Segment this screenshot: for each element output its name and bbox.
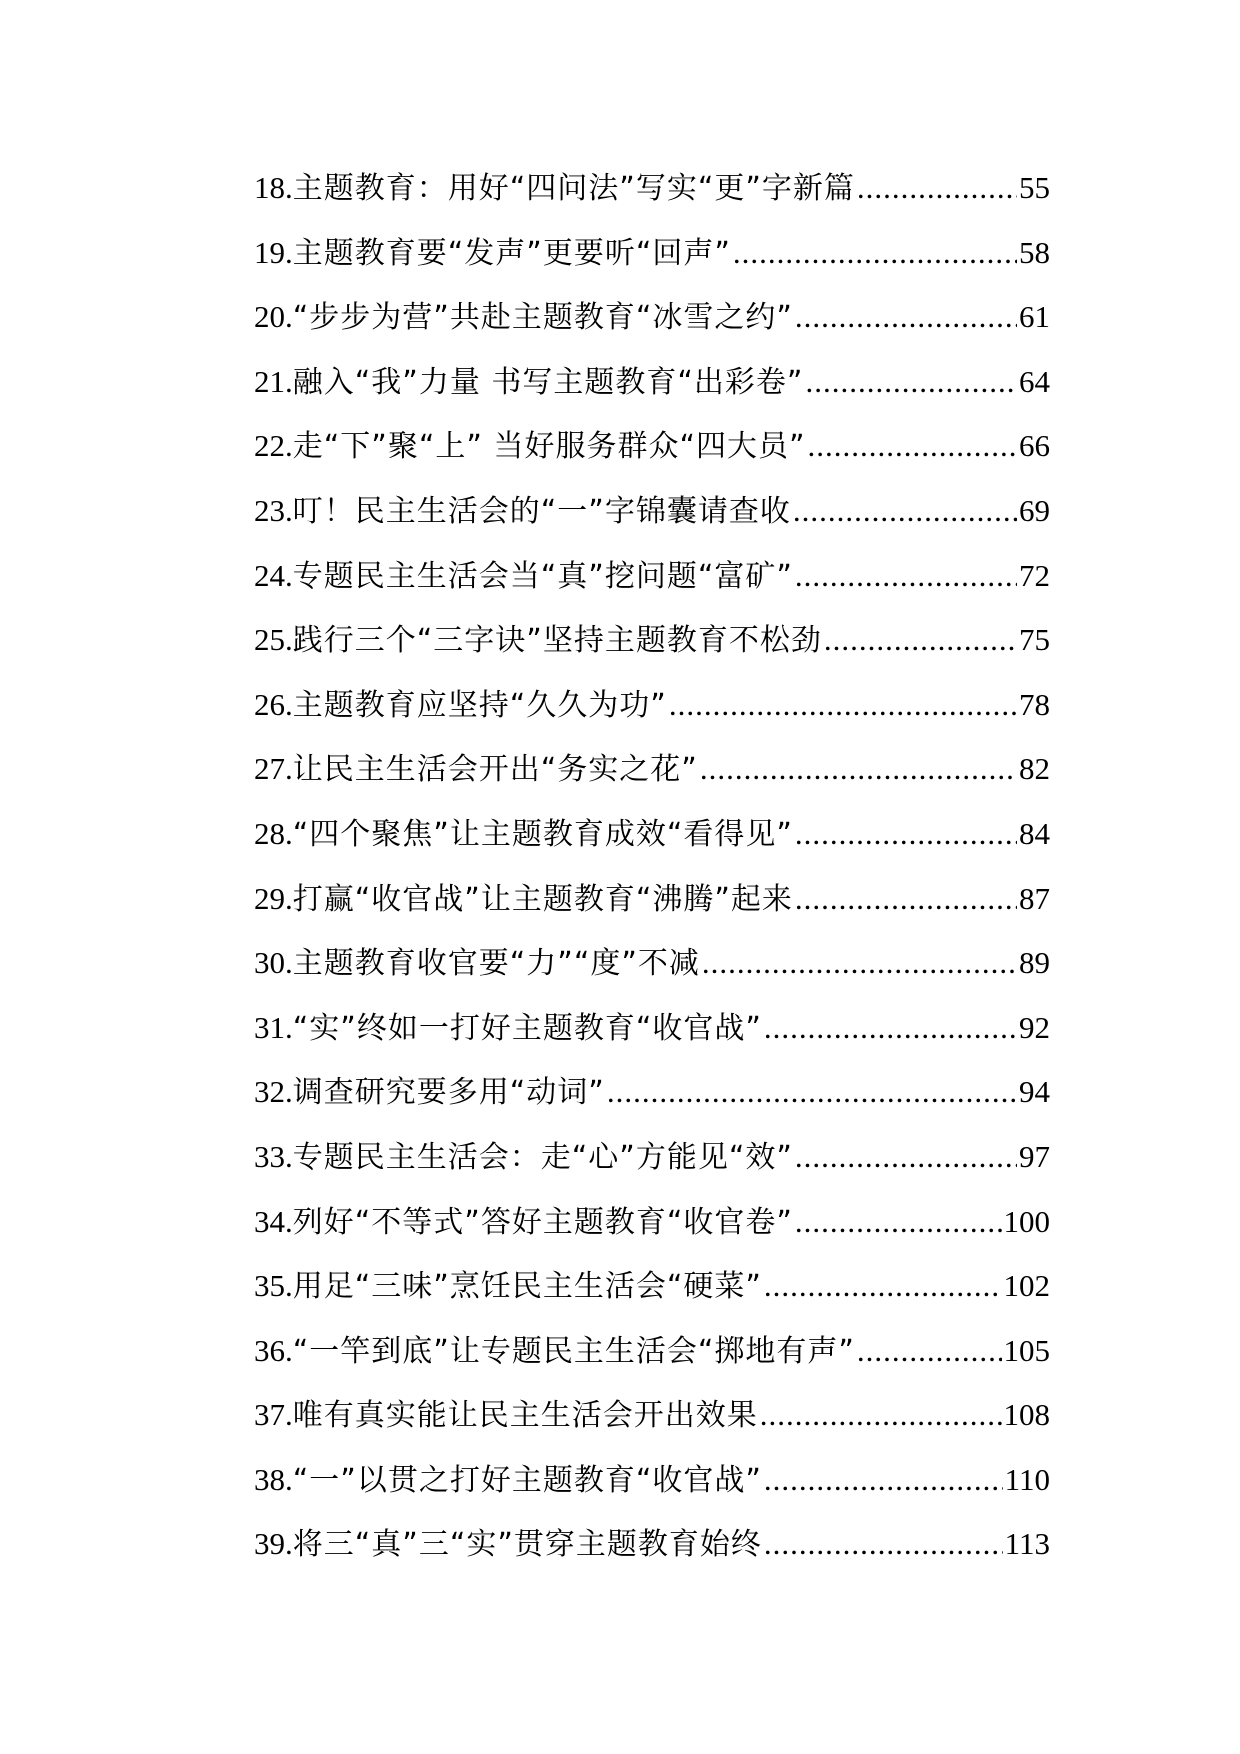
- toc-entry[interactable]: [254, 744, 1050, 809]
- toc-entry-title: 走“下”聚“上” 当好服务群众“四大员”: [292, 429, 806, 465]
- toc-entry[interactable]: [254, 1197, 1050, 1262]
- toc-entry-title: “四个聚焦”让主题教育成效“看得见”: [292, 816, 793, 852]
- toc-entry-title: 主题教育要“发声”更要听“回声”: [292, 235, 731, 271]
- toc-entry[interactable]: [254, 615, 1050, 680]
- toc-entry[interactable]: [254, 228, 1050, 293]
- toc-dot-leader: [795, 558, 1017, 594]
- toc-dot-leader: [805, 364, 1017, 400]
- toc-entry-page: 110: [1004, 1461, 1050, 1497]
- toc-entry-number: 27.: [254, 751, 293, 787]
- toc-entry-number: 18.: [254, 170, 293, 205]
- toc-entry[interactable]: [254, 874, 1050, 939]
- toc-entry-number: 35.: [254, 1268, 293, 1304]
- toc-entry-title: 叮！民主生活会的“一”字锦囊请查收: [292, 493, 791, 529]
- toc-dot-leader: [760, 1397, 1002, 1433]
- toc-entry-title: 专题民主生活会当“真”挖问题“富矿”: [292, 558, 793, 594]
- toc-entry[interactable]: [254, 1132, 1050, 1197]
- toc-entry-number: 34.: [254, 1203, 293, 1239]
- toc-entry[interactable]: [254, 1003, 1050, 1068]
- toc-dot-leader: [795, 299, 1017, 335]
- toc-dot-leader: [764, 1010, 1017, 1046]
- toc-entry[interactable]: [254, 421, 1050, 486]
- toc-entry-title: “一竿到底”让专题民主生活会“掷地有声”: [292, 1333, 855, 1369]
- toc-dot-leader: [793, 493, 1017, 529]
- toc-entry-title: “实”终如一打好主题教育“收官战”: [292, 1010, 762, 1046]
- toc-entry-number: 19.: [254, 234, 293, 270]
- toc-dot-leader: [764, 1268, 1002, 1304]
- toc-entry-number: 33.: [254, 1138, 293, 1174]
- toc-dot-leader: [764, 1462, 1003, 1498]
- toc-entry-number: 39.: [254, 1526, 293, 1562]
- toc-entry-number: 38.: [254, 1461, 293, 1497]
- toc-entry-title: 列好“不等式”答好主题教育“收官卷”: [292, 1204, 793, 1240]
- toc-entry-title: 践行三个“三字诀”坚持主题教育不松劲: [292, 623, 822, 659]
- toc-entry-number: 28.: [254, 815, 293, 851]
- toc-entry-number: 22.: [254, 428, 293, 464]
- toc-entry-title: 将三“真”三“实”贯穿主题教育始终: [292, 1527, 762, 1563]
- toc-entry[interactable]: [254, 809, 1050, 874]
- table-of-contents: [254, 163, 1050, 1584]
- toc-entry-number: 26.: [254, 686, 293, 722]
- toc-entry[interactable]: [254, 292, 1050, 357]
- toc-entry[interactable]: [254, 1390, 1050, 1455]
- toc-entry-page: 94: [1019, 1074, 1050, 1110]
- toc-entry-title: 融入“我”力量 书写主题教育“出彩卷”: [292, 364, 804, 400]
- toc-entry[interactable]: [254, 938, 1050, 1003]
- toc-dot-leader: [857, 1333, 1002, 1369]
- toc-entry-number: 20.: [254, 299, 293, 335]
- toc-dot-leader: [795, 1204, 1002, 1240]
- toc-dot-leader: [795, 816, 1017, 852]
- toc-entry-page: 69: [1019, 492, 1050, 528]
- toc-entry-title: 用足“三味”烹饪民主生活会“硬菜”: [292, 1269, 762, 1305]
- toc-dot-leader: [669, 687, 1017, 723]
- toc-dot-leader: [700, 751, 1017, 787]
- toc-entry-title: 让民主生活会开出“务实之花”: [292, 752, 698, 788]
- toc-entry[interactable]: [254, 1067, 1050, 1132]
- toc-entry-number: 32.: [254, 1074, 293, 1110]
- toc-entry-page: 72: [1019, 557, 1050, 593]
- toc-dot-leader: [764, 1526, 1003, 1562]
- toc-entry[interactable]: [254, 1455, 1050, 1520]
- toc-entry-page: 92: [1019, 1009, 1050, 1045]
- toc-entry-page: 87: [1019, 880, 1050, 916]
- toc-entry-number: 21.: [254, 363, 293, 399]
- toc-entry-page: 113: [1004, 1526, 1050, 1562]
- toc-entry-page: 89: [1019, 945, 1050, 981]
- toc-dot-leader: [795, 881, 1017, 917]
- toc-entry-title: “步步为营”共赴主题教育“冰雪之约”: [292, 300, 793, 336]
- toc-entry[interactable]: [254, 163, 1050, 228]
- toc-entry-page: 82: [1019, 751, 1050, 787]
- toc-entry-title: 调查研究要多用“动词”: [292, 1075, 605, 1111]
- toc-entry-number: 36.: [254, 1332, 293, 1368]
- toc-entry-title: 专题民主生活会：走“心”方能见“效”: [292, 1139, 793, 1175]
- toc-entry-title: “一”以贯之打好主题教育“收官战”: [292, 1462, 762, 1498]
- toc-entry-number: 31.: [254, 1009, 293, 1045]
- toc-entry[interactable]: [254, 680, 1050, 745]
- toc-dot-leader: [702, 945, 1017, 981]
- toc-entry-page: 55: [1019, 170, 1050, 205]
- toc-entry-page: 64: [1019, 363, 1050, 399]
- toc-entry-page: 84: [1019, 815, 1050, 851]
- toc-entry-number: 37.: [254, 1397, 293, 1433]
- toc-entry[interactable]: [254, 357, 1050, 422]
- toc-entry-number: 30.: [254, 945, 293, 981]
- toc-entry-number: 24.: [254, 557, 293, 593]
- toc-entry-page: 61: [1019, 299, 1050, 335]
- toc-entry[interactable]: [254, 1519, 1050, 1584]
- toc-dot-leader: [808, 428, 1017, 464]
- toc-entry-number: 23.: [254, 492, 293, 528]
- toc-entry-number: 29.: [254, 880, 293, 916]
- toc-entry-page: 78: [1019, 686, 1050, 722]
- toc-entry[interactable]: [254, 486, 1050, 551]
- toc-entry-page: 108: [1003, 1397, 1050, 1433]
- toc-dot-leader: [607, 1074, 1017, 1110]
- toc-entry-title: 唯有真实能让民主生活会开出效果: [292, 1398, 758, 1434]
- toc-entry[interactable]: [254, 1261, 1050, 1326]
- toc-entry-page: 105: [1003, 1332, 1050, 1368]
- toc-entry-page: 97: [1019, 1138, 1050, 1174]
- toc-dot-leader: [824, 622, 1017, 658]
- toc-entry-page: 100: [1003, 1203, 1050, 1239]
- toc-entry-title: 主题教育收官要“力”“度”不减: [292, 946, 700, 982]
- toc-entry-title: 主题教育应坚持“久久为功”: [292, 687, 667, 723]
- toc-entry[interactable]: [254, 551, 1050, 616]
- toc-entry-page: 75: [1019, 622, 1050, 658]
- toc-dot-leader: [857, 170, 1017, 206]
- toc-entry-page: 66: [1019, 428, 1050, 464]
- toc-entry[interactable]: [254, 1326, 1050, 1391]
- toc-entry-title: 打赢“收官战”让主题教育“沸腾”起来: [292, 881, 793, 917]
- toc-entry-page: 58: [1019, 234, 1050, 270]
- toc-entry-number: 25.: [254, 622, 293, 658]
- toc-entry-page: 102: [1003, 1268, 1050, 1304]
- toc-dot-leader: [795, 1139, 1017, 1175]
- toc-dot-leader: [733, 235, 1017, 271]
- toc-entry-title: 主题教育：用好“四问法”写实“更”字新篇: [292, 171, 855, 206]
